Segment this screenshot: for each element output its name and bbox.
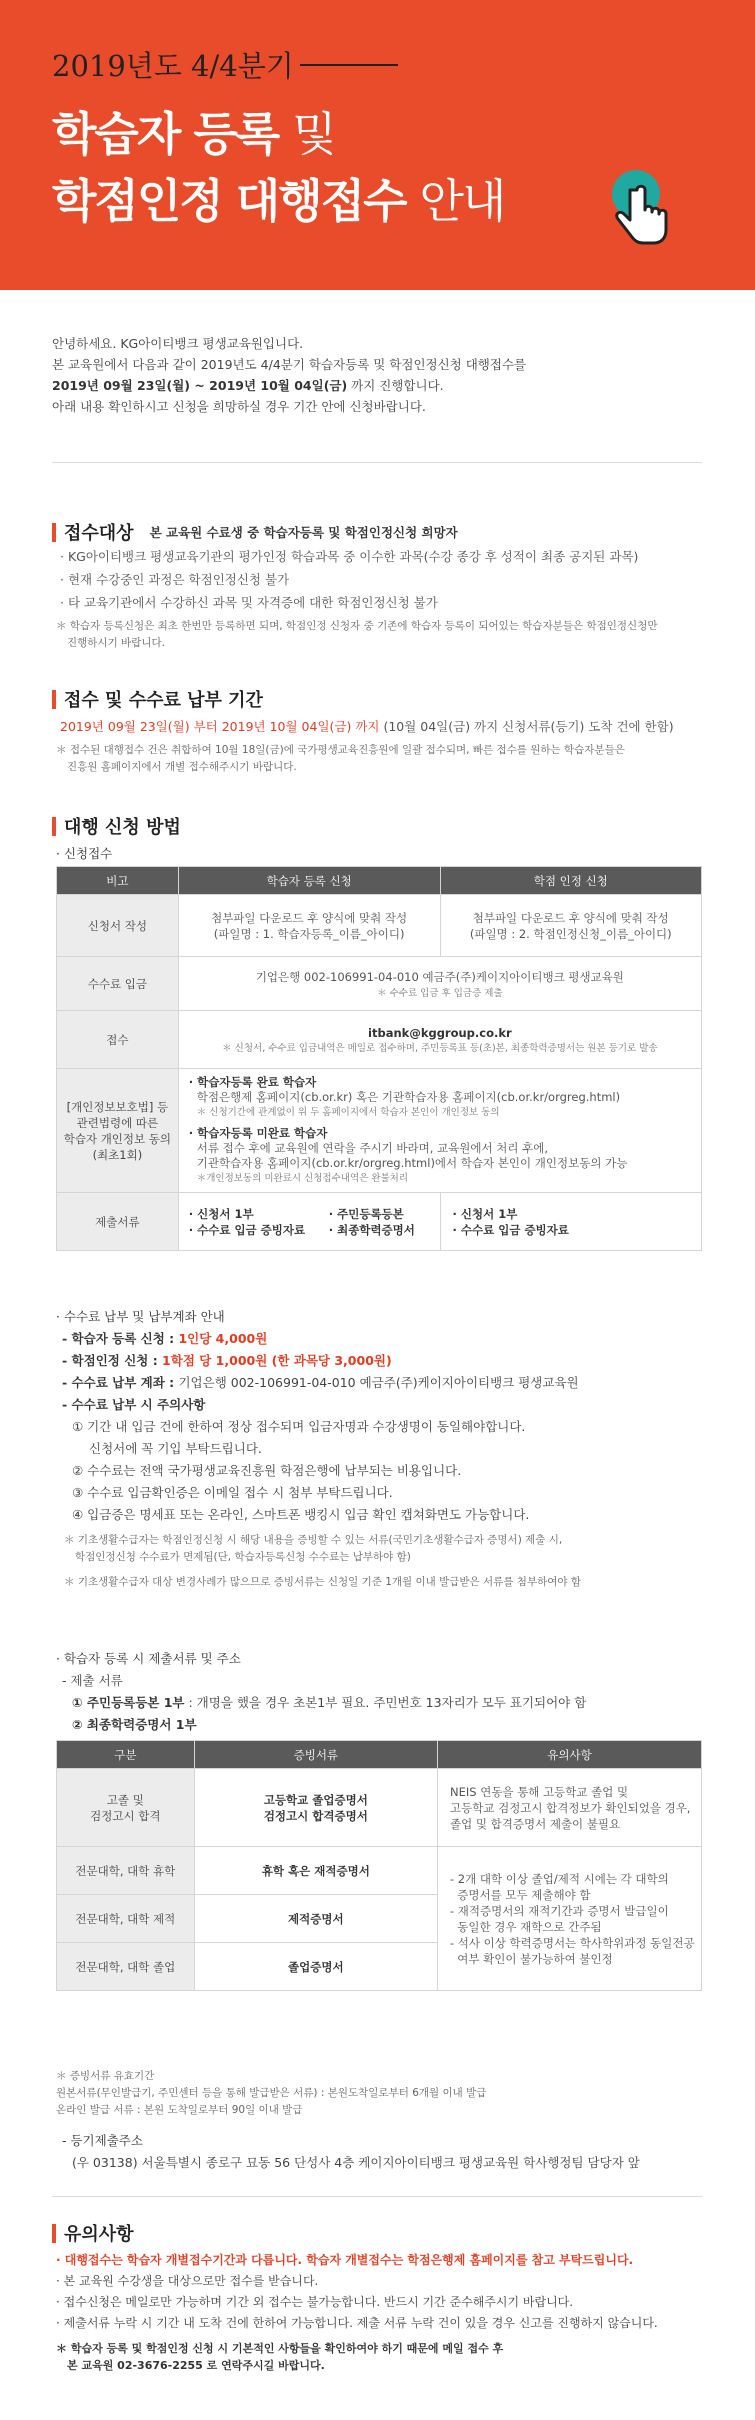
hand-pointer-icon xyxy=(600,168,680,258)
intro-dates-line: 2019년 09월 23일(월) ~ 2019년 10월 04일(금) 까지 진행합니다. xyxy=(52,378,444,393)
target-note: ＊ 학습자 등록신청은 최초 한번만 등록하면 되며, 학점인정 신청자 중 기존에 학습자 등록이 되어있는 학습자분들은 학점인정신청만 진행하시기 바랍니다. xyxy=(56,620,658,649)
target-list xyxy=(60,545,638,614)
docs-info: · 학습자 등록 시 제출서류 및 주소 - 제출 서류 ① 주민등록등본 1부 : 개명을 했을 경우 초본1부 필요. 주민번호 13자리가 모두 표기되어야 함 ② 최종학력증명서 1부 xyxy=(56,1651,587,1732)
list-item: · KG아이티뱅크 평생교육기관의 평가인정 학습과목 중 이수한 과목(수강 종강 후 성적이 최종 공지된 과목) xyxy=(60,549,639,564)
intro-line: 안녕하세요. KG아이티뱅크 평생교육원입니다. xyxy=(52,336,304,351)
table-header: 구분 xyxy=(57,1741,195,1769)
intro-line: 아래 내용 확인하시고 신청을 희망하실 경우 기간 안에 신청바랍니다. xyxy=(52,399,426,414)
list-item: · 타 교육기관에서 수강하신 과목 및 자격증에 대한 학점인정신청 불가 xyxy=(60,595,438,610)
table-row: 고졸 및 검정고시 합격 고등학교 졸업증명서 검정고시 합격증명서 NEIS 연동을 통해 고등학교 졸업 및 고등학교 검정고시 합격정보가 확인되었을 경우, 졸업 및 합격증명서 제출이 불필요 xyxy=(57,1769,702,1847)
table-header: 유의사항 xyxy=(438,1741,702,1769)
period-note: ＊ 접수된 대행접수 건은 취합하여 10월 18일(금)에 국가평생교육진흥원에 일괄 접수되며, 빠른 접수를 원하는 학습자분들은 진흥원 홈페이지에서 개별 접수해주시기 바랍니다. xyxy=(56,744,625,773)
caution-list: · 대행접수는 학습자 개별접수기간과 다릅니다. 학습자 개별접수는 학점은행제 홈페이지를 참고 부탁드립니다. · 본 교육원 수강생을 대상으로만 접수를 받습니다. · 접수신청은 메일로만 가능하며 기간 외 접수는 불가능합니다. 반드시 기간 준수해주시기 바랍니다. · 제출서류 누락 시 기간 내 도착 건에 한하여 가능합니다. 제출 서류 누락 건이 있을 경우 신고를 진행하지 않습니다. ＊ 학습자 등록 및 학점인정 신청 시 기본적인 사항들을 확인하여야 하기 때문에 메일 접수 후 본 교육원 02-3676-2255 로 연락주시길 바랍니다. xyxy=(56,2253,658,2372)
hero-banner xyxy=(0,0,755,290)
table-header: 학습자 등록 신청 xyxy=(178,867,440,895)
table-row: 전문대학, 대학 제적 제적증명서 xyxy=(57,1895,702,1943)
fee-info: · 수수료 납부 및 납부계좌 안내 - 학습자 등록 신청 : 1인당 4,000원 - 학점인정 신청 : 1학점 당 1,000원 (한 과목당 3,000원) - 수수료 납부 계좌 : 기업은행 002-106991-04-010 예금주(주)케이지아이티뱅크 평생교육원 - 수수료 납부 시 주의사항 ① 기간 내 입금 건에 한하여 정상 접수되며 입금자명과 수강생명이 동일해야합니다. 신청서에 꼭 기입 부탁드립니다. ② 수수료는 전액 국가평생교육진흥원 학점은행에 납부되는 비용입니다. ③ 수수료 입금확인증은 이메일 접수 시 첨부 부탁드립니다. ④ 입금증은 명세표 또는 온라인, 스마트폰 뱅킹시 입금 확인 캡쳐화면도 가능합니다. ＊ 기초생활수급자는 학점인정신청 시 해당 내용을 증빙할 수 있는 서류(국민기초생활수급자 증명서) 제출 시, 학점인정신청 수수료가 면제됨(단, 학습자등록신청 수수료는 납부하야 함) ＊ 기초생활수급자 대상 변경사례가 많으므로 증빙서류는 신청일 기준 1개월 이내 발급받은 서류를 첨부하여야 함 xyxy=(56,1309,582,1588)
intro-line: 본 교육원에서 다음과 같이 2019년도 4/4분기 학습자등록 및 학점인정신청 대행접수를 xyxy=(52,357,527,372)
section-title-period: 접수 및 수수료 납부 기간 xyxy=(52,686,263,712)
sub-label: · 신청접수 xyxy=(56,846,113,861)
section-title-target: 접수대상 본 교육원 수료생 중 학습자등록 및 학점인정신청 희망자 xyxy=(52,519,458,545)
validity-note: ＊ 증빙서류 유효기간 원본서류(무인발급기, 주민센터 등을 통해 발급받은 서류) : 본원도착일로부터 6개월 이내 발급 온라인 발급 서류 : 본원 도착일로부터 90일 이내 발급 xyxy=(56,2070,487,2116)
table-row: 수수료 입금 기업은행 002-106991-04-010 예금주(주)케이지아이티뱅크 평생교육원 ＊ 수수료 입금 후 입금증 제출 xyxy=(57,957,702,1011)
docs-table xyxy=(56,1740,702,1991)
email-link[interactable]: itbank@kggroup.co.kr xyxy=(368,1025,512,1040)
section-title-caution: 유의사항 xyxy=(52,2220,134,2246)
section-title-method: 대행 신청 방법 xyxy=(52,813,181,839)
list-item: · 현재 수강중인 과정은 학점인정신청 불가 xyxy=(60,572,290,587)
table-row: 접수 itbank@kggroup.co.kr ＊ 신청서, 수수료 입금내역은 메일로 접수하며, 주민등록표 등(초)본, 최종학력증명서는 원본 등기로 발송 xyxy=(57,1011,702,1069)
table-header: 비고 xyxy=(57,867,179,895)
period-text: 2019년 09월 23일(월) 부터 2019년 10월 04일(금) 까지 (10월 04일(금) 까지 신청서류(등기) 도착 건에 한함) xyxy=(60,719,674,734)
table-row: 제출서류 · 신청서 1부 · 주민등록등본 · 수수료 입금 증빙자료 · 최종학력증명서 · 신청서 1부 · 수수료 입금 증빙자료 xyxy=(57,1193,702,1251)
banner-subtitle: 2019년도 4/4분기 xyxy=(52,44,398,85)
banner-title-line1: 학습자 등록 및 xyxy=(52,107,335,161)
divider xyxy=(52,462,702,463)
table-row: 신청서 작성 첨부파일 다운로드 후 양식에 맞춰 작성 (파일명 : 1. 학습자등록_이름_아이디) 첨부파일 다운로드 후 양식에 맞춰 작성 (파일명 : 2. 학점인정신청_이름_아이디) xyxy=(57,895,702,957)
address-info: - 등기제출주소 (우 03138) 서울특별시 종로구 묘동 56 단성사 4층 케이지아이티뱅크 평생교육원 학사행정팀 담당자 앞 xyxy=(62,2133,640,2170)
intro-text xyxy=(52,333,702,417)
table-header: 증빙서류 xyxy=(194,1741,437,1769)
table-row: 전문대학, 대학 졸업 졸업증명서 xyxy=(57,1943,702,1991)
banner-title-line2: 학점인정 대행접수 안내 xyxy=(52,174,505,228)
table-row: [개인정보보호법] 등 관련법령에 따른 학습자 개인정보 동의 (최초1회) · 학습자등록 완료 학습자 학점은행제 홈페이지(cb.or.kr) 혹은 기관학습자용 홈페이지(cb.or.kr/orgreg.html) ＊ 신청기간에 관계없이 위 두 홈페이지에서 학습자 본인이 개인정보 동의 · 학습자등록 미완료 학습자 서류 접수 후에 교육원에 연락을 주시기 바라며, 교육원에서 처리 후에, 기관학습자용 홈페이지(cb.or.kr/orgreg.html)에서 학습자 본인이 개인정보동의 가능 ＊개인정보동의 미완료시 신청접수내역은 완불처리 xyxy=(57,1069,702,1193)
apply-table xyxy=(56,866,702,1251)
table-header: 학점 인정 신청 xyxy=(440,867,701,895)
table-row: 전문대학, 대학 휴학 휴학 혹은 재적증명서 - 2개 대학 이상 졸업/제적 시에는 각 대학의 증명서를 모두 제출해야 함 - 재적증명서의 재적기간과 증명서 발급일이 동일한 경우 재학으로 간주됨 - 석사 이상 학력증명서는 학사학위과정 동일전공 여부 확인이 불가능하여 불인정 xyxy=(57,1847,702,1895)
divider xyxy=(52,2196,702,2197)
